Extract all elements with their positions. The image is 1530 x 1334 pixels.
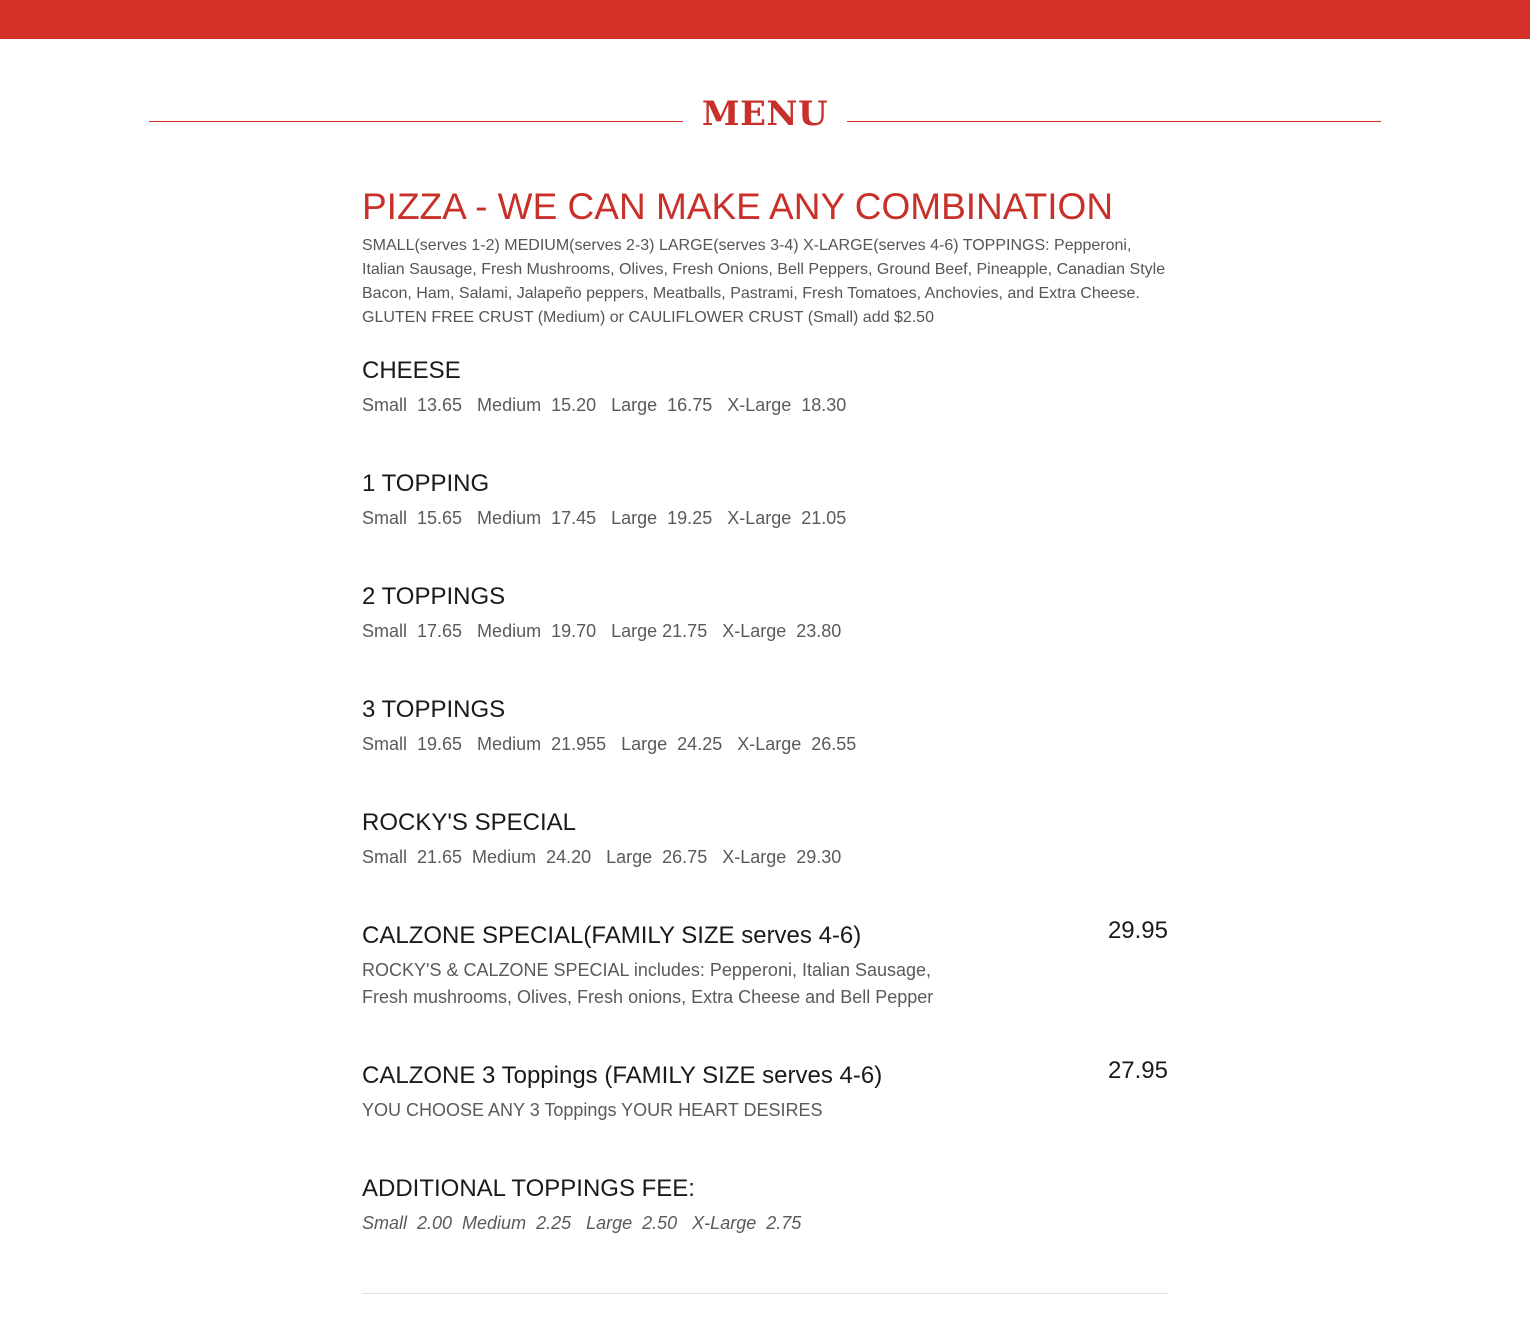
item-prices: Small 2.00 Medium 2.25 Large 2.50 X-Large 2.75 [362, 1213, 802, 1233]
section-title: PIZZA - WE CAN MAKE ANY COMBINATION [362, 186, 1114, 227]
item-name: ADDITIONAL TOPPINGS FEE: [362, 1175, 695, 1202]
item-prices: Small 13.65 Medium 15.20 Large 16.75 X-Large 18.30 [362, 395, 847, 415]
item-prices: Small 19.65 Medium 21.955 Large 24.25 X-Large 26.55 [362, 734, 857, 754]
item-prices: Small 17.65 Medium 19.70 Large 21.75 X-Large 23.80 [362, 621, 842, 641]
menu-item-1-topping [362, 469, 1168, 532]
menu-heading [149, 92, 1381, 152]
item-name: CALZONE 3 Toppings (FAMILY SIZE serves 4-6) [362, 1062, 883, 1089]
pizza-section [362, 184, 1168, 1237]
item-prices: Small 21.65 Medium 24.20 Large 26.75 X-Large 29.30 [362, 847, 842, 867]
item-name: CALZONE SPECIAL(FAMILY SIZE serves 4-6) [362, 922, 862, 949]
item-name: 1 TOPPING [362, 470, 490, 497]
menu-item-3-toppings [362, 695, 1168, 758]
item-price: 29.95 [1107, 917, 1168, 944]
item-description: ROCKY'S & CALZONE SPECIAL includes: Pepperoni, Italian Sausage, Fresh mushrooms, Olives, Fresh onions, Extra Cheese and Bell Pepper [362, 960, 934, 1007]
item-name: 3 TOPPINGS [362, 696, 506, 723]
item-description: YOU CHOOSE ANY 3 Toppings YOUR HEART DESIRES [362, 1100, 823, 1120]
menu-item-2-toppings [362, 582, 1168, 645]
item-price: 27.95 [1107, 1057, 1168, 1084]
menu-item-cheese [362, 356, 1168, 419]
menu-title: MENU [701, 94, 829, 134]
menu-item-rockys-special [362, 808, 1168, 871]
heading-rule-right [847, 121, 1381, 122]
heading-rule-left [149, 121, 683, 122]
section-description: SMALL(serves 1-2) MEDIUM(serves 2-3) LARGE(serves 3-4) X-LARGE(serves 4-6) TOPPINGS: Pepperoni, Italian Sausage, Fresh Mushrooms, Olives, Fresh Onions, Bell Peppers, Ground Beef, Pineapple, Canadian Style Bacon, Ham, Salami, Jalapeño peppers, Meatballs, Pastrami, Fresh Tomatoes, Anchovies, and Extra Cheese. GLUTEN FREE CRUST (Medium) or CAULIFLOWER CRUST (Small) add $2.50 [362, 237, 1166, 326]
item-prices: Small 15.65 Medium 17.45 Large 19.25 X-Large 21.05 [362, 508, 847, 528]
item-name: ROCKY'S SPECIAL [362, 809, 576, 836]
top-banner [0, 0, 1530, 39]
menu-item-calzone-3-toppings [362, 1057, 1168, 1124]
menu-item-calzone-special [362, 917, 1168, 1011]
item-name: CHEESE [362, 357, 461, 384]
menu-item-additional-toppings [362, 1174, 1168, 1237]
item-name: 2 TOPPINGS [362, 583, 506, 610]
bottom-divider [362, 1293, 1168, 1294]
